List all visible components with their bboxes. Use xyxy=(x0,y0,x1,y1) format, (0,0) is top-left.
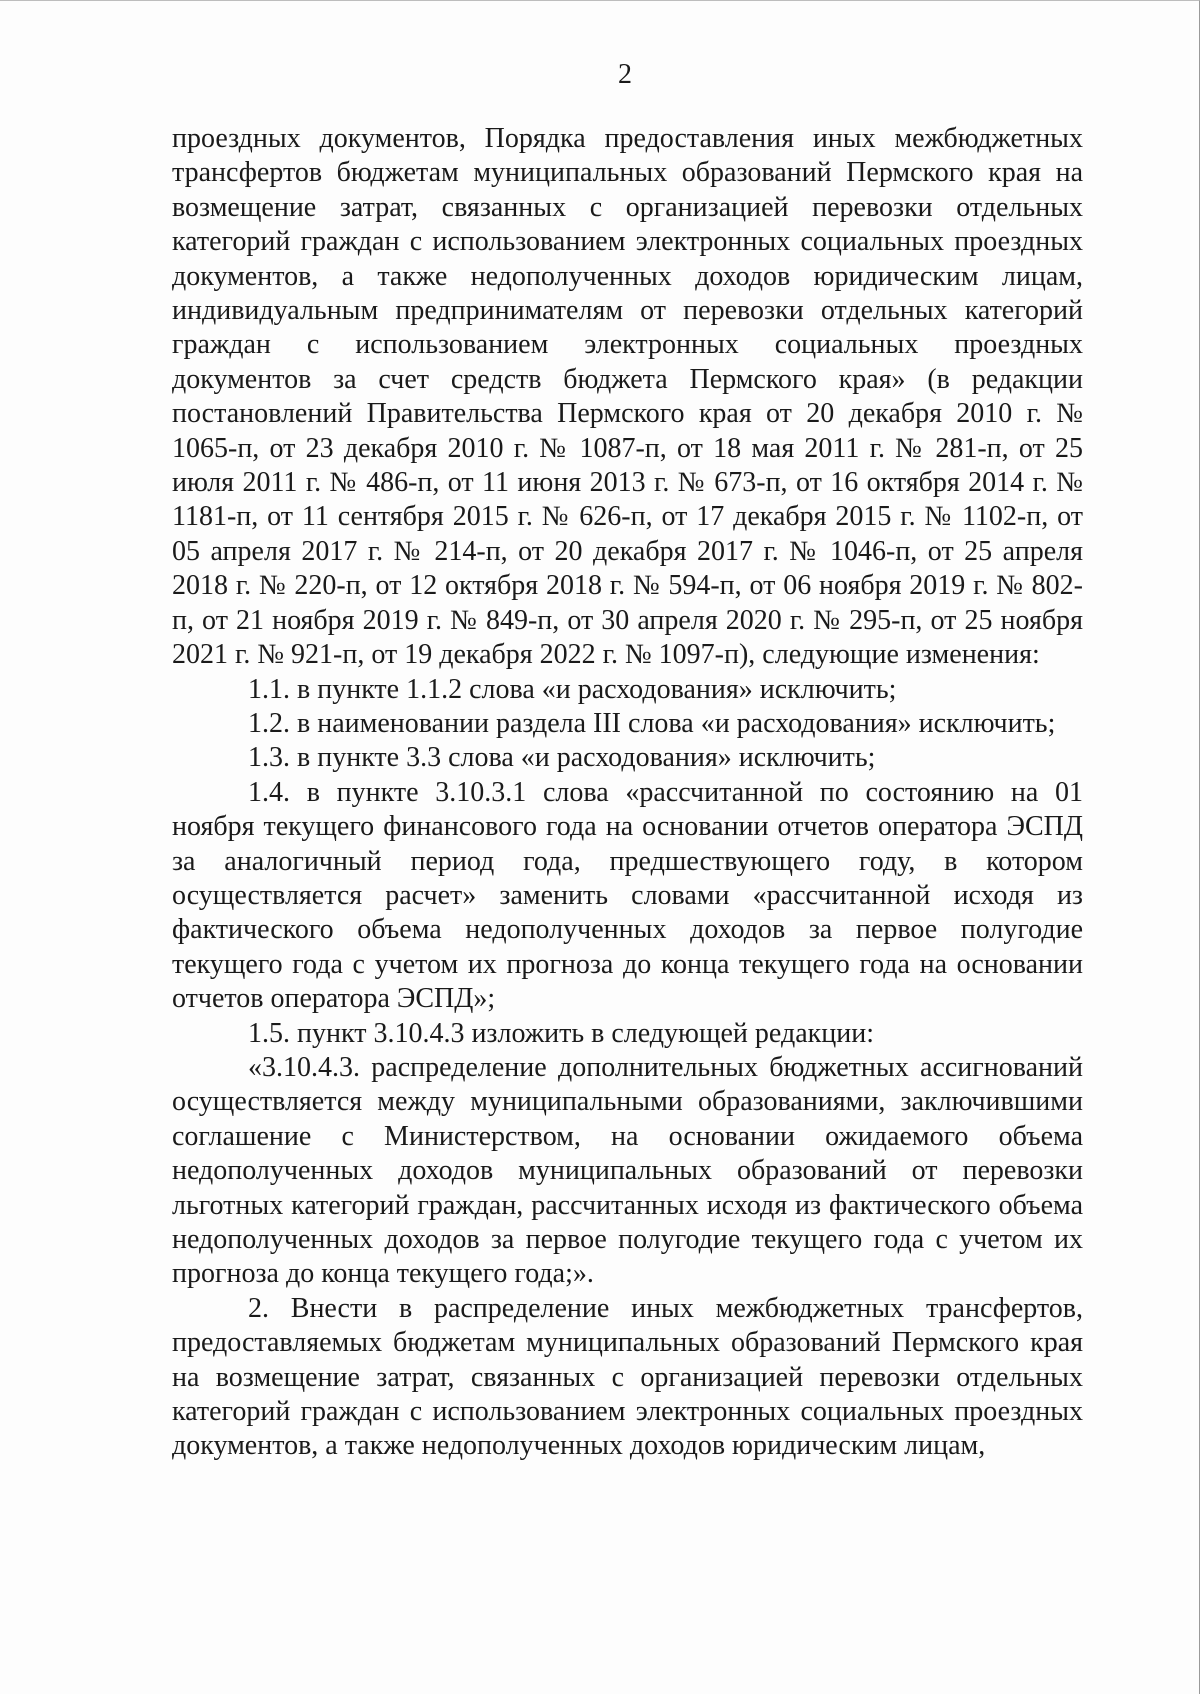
paragraph-item-1-5: 1.5. пункт 3.10.4.3 изложить в следующей редакции: xyxy=(248,1017,874,1049)
paragraph-item-3-10-4-3: «3.10.4.3. распределение дополнительных бюджетных ассигнований осуществляется между муниципальными образованиями, заключившими соглашение с Министерством, на основании ожидаемого объема недополученных доходов муниципальных образований от перевозки льготных категорий граждан, рассчитанных исходя из фактического объема недополученных доходов за первое полугодие текущего года с учетом их прогноза до конца текущего года;». xyxy=(172,1051,1083,1290)
page-number: 2 xyxy=(618,59,632,90)
paragraph-amendment-intro: проездных документов, Порядка предоставления иных межбюджетных трансфертов бюджетам муниципальных образований Пермского края на возмещение затрат, связанных с организацией перевозки отдельных категорий граждан с использованием электронных социальных проездных документов, а также недополученных доходов юридическим лицам, индивидуальным предпринимателям от перевозки отдельных категорий граждан с использованием электронных социальных проездных документов за счет средств бюджета Пермского края» (в редакции постановлений Правительства Пермского края от 20 декабря 2010 г. № 1065-п, от 23 декабря 2010 г. № 1087-п, от 18 мая 2011 г. № 281-п, от 25 июля 2011 г. № 486-п, от 11 июня 2013 г. № 673-п, от 16 октября 2014 г. № 1181-п, от 11 сентября 2015 г. № 626-п, от 17 декабря 2015 г. № 1102-п, от 05 апреля 2017 г. № 214-п, от 20 декабря 2017 г. № 1046-п, от 25 апреля 2018 г. № 220-п, от 12 октября 2018 г. № 594-п, от 06 ноября 2019 г. № 802-п, от 21 ноября 2019 г. № 849-п, от 30 апреля 2020 г. № 295-п, от 25 ноября 2021 г. № 921-п, от 19 декабря 2022 г. № 1097-п), следующие изменения: xyxy=(172,123,1083,671)
paragraph-item-2: 2. Внести в распределение иных межбюджетных трансфертов, предоставляемых бюджетам муниципальных образований Пермского края на возмещение затрат, связанных с организацией перевозки отдельных категорий граждан с использованием электронных социальных проездных документов, а также недополученных доходов юридическим лицам, xyxy=(172,1292,1083,1462)
paragraph-item-1-1: 1.1. в пункте 1.1.2 слова «и расходования» исключить; xyxy=(248,673,897,705)
paragraph-item-1-2: 1.2. в наименовании раздела III слова «и расходования» исключить; xyxy=(248,707,1056,739)
document-body xyxy=(172,122,1083,1464)
paragraph-item-1-3: 1.3. в пункте 3.3 слова «и расходования» исключить; xyxy=(248,742,876,774)
paragraph-item-1-4: 1.4. в пункте 3.10.3.1 слова «рассчитанной по состоянию на 01 ноября текущего финансового года на основании отчетов оператора ЭСПД за аналогичный период года, предшествующего году, в котором осуществляется расчет» заменить словами «рассчитанной исходя из фактического объема недополученных доходов за первое полугодие текущего года с учетом их прогноза до конца текущего года на основании отчетов оператора ЭСПД»; xyxy=(172,776,1083,1015)
